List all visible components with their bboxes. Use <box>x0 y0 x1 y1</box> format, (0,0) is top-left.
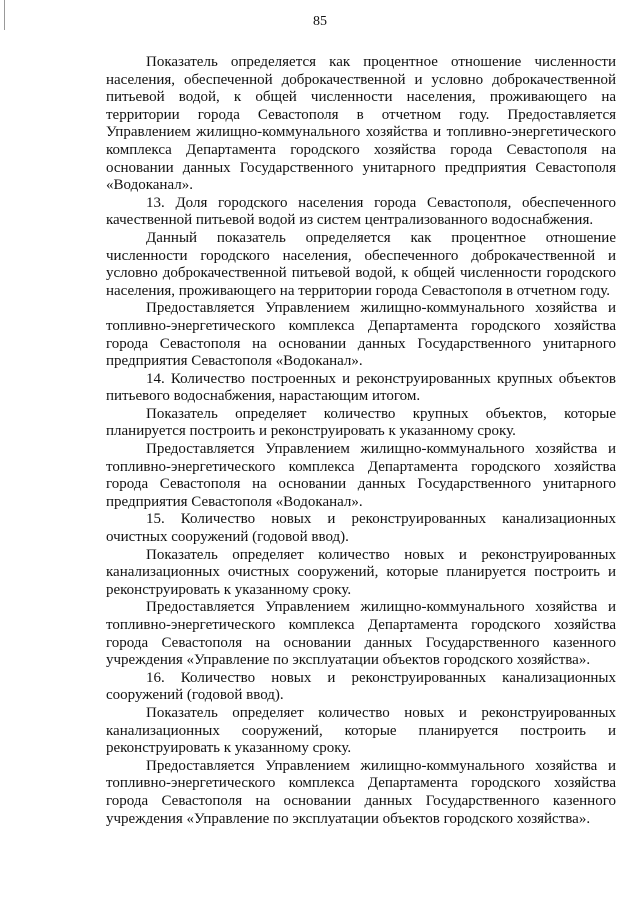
paragraph: Показатель определяется как процентное отношение численности населения, обеспеченной доброкачественной и условно доброкачественной питьевой водой, к общей численности населения, проживающего на территории города Севастополя в отчетном году. Предоставляется Управлением жилищно-коммунального хозяйства и топливно-энергетического комплекса Департамента городского хозяйства города Севастополя на основании данных Государственного унитарного предприятия Севастополя «Водоканал». <box>106 54 616 194</box>
paragraph: Предоставляется Управлением жилищно-коммунального хозяйства и топливно-энергетического комплекса Департамента городского хозяйства города Севастополя на основании данных Государственного унитарного предприятия Севастополя «Водоканал». <box>106 441 616 510</box>
paragraph: 14. Количество построенных и реконструированных крупных объектов питьевого водоснабжения, нарастающим итогом. <box>106 370 616 405</box>
paragraph: 16. Количество новых и реконструированных канализационных сооружений (годовой ввод). <box>106 669 616 704</box>
paragraph: Показатель определяет количество крупных объектов, которые планируется построить и реконструировать к указанному сроку. <box>106 405 616 440</box>
page-number: 85 <box>313 14 327 29</box>
paragraph: Показатель определяет количество новых и реконструированных канализационных очистных сооружений, которые планируется построить и реконструировать к указанному сроку. <box>106 546 616 598</box>
paragraph: Предоставляется Управлением жилищно-коммунального хозяйства и топливно-энергетического комплекса Департамента городского хозяйства города Севастополя на основании данных Государственного казенного учреждения «Управление по эксплуатации объектов городского хозяйства». <box>106 599 616 669</box>
paragraph: Данный показатель определяется как процентное отношение численности городского населения, обеспеченного доброкачественной и условно доброкачественной питьевой водой, к общей численности городского населения, проживающего на территории города Севастополя в отчетном году. <box>106 229 616 299</box>
document-body <box>106 54 616 828</box>
paragraph: Предоставляется Управлением жилищно-коммунального хозяйства и топливно-энергетического комплекса Департамента городского хозяйства города Севастополя на основании данных Государственного унитарного предприятия Севастополя «Водоканал». <box>106 300 616 370</box>
paragraph: 13. Доля городского населения города Севастополя, обеспеченного качественной питьевой водой из систем централизованного водоснабжения. <box>106 194 616 229</box>
paragraph: Показатель определяет количество новых и реконструированных канализационных сооружений, которые планируется построить и реконструировать к указанному сроку. <box>106 704 616 757</box>
paragraph: Предоставляется Управлением жилищно-коммунального хозяйства и топливно-энергетического комплекса Департамента городского хозяйства города Севастополя на основании данных Государственного казенного учреждения «Управление по эксплуатации объектов городского хозяйства». <box>106 757 616 827</box>
paragraph: 15. Количество новых и реконструированных канализационных очистных сооружений (годовой ввод). <box>106 511 616 546</box>
